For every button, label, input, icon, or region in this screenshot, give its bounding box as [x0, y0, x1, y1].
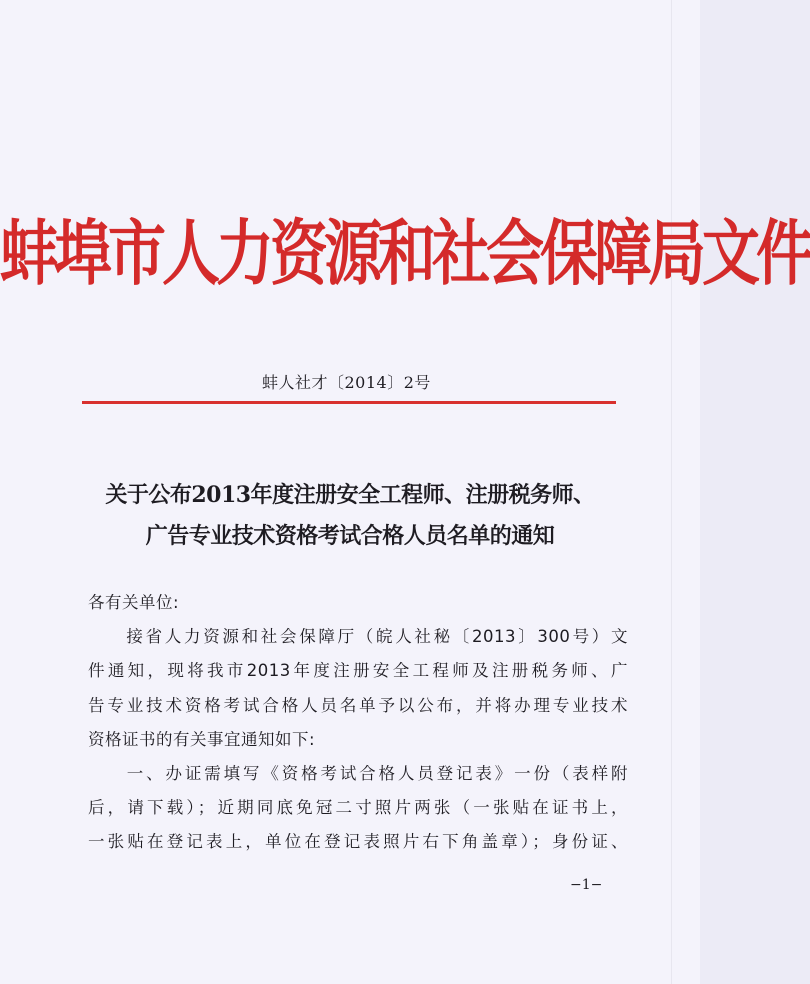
- body-line: 资格证书的有关事宜通知如下:: [88, 729, 316, 749]
- page-number: −1−: [570, 877, 603, 893]
- body-line: 件通知，现将我市2013年度注册安全工程师及注册税务师、广: [88, 661, 628, 681]
- notice-title-line-1: 关于公布2013年度注册安全工程师、注册税务师、: [105, 482, 595, 508]
- body-line-salutation: 各有关单位:: [88, 593, 180, 612]
- body-line: 一张贴在登记表上，单位在登记表照片右下角盖章）；身份证、: [88, 832, 628, 852]
- notice-body: [88, 586, 628, 860]
- body-line: 告专业技术资格考试合格人员名单予以公布，并将办理专业技术: [88, 695, 628, 715]
- document-number: 蚌人社才〔2014〕2号: [262, 373, 431, 392]
- red-divider-line: [82, 401, 616, 404]
- body-line: 一、办证需填写《资格考试合格人员登记表》一份（表样附: [88, 763, 628, 783]
- issuer-header-title: 蚌埠市人力资源和社会保障局文件: [0, 211, 810, 295]
- notice-title-line-2: 广告专业技术资格考试合格人员名单的通知: [145, 523, 555, 549]
- body-line: 后，请下载）；近期同底免冠二寸照片两张（一张贴在证书上，: [88, 798, 628, 818]
- body-line: 接省人力资源和社会保障厅（皖人社秘〔2013〕300号）文: [88, 627, 628, 647]
